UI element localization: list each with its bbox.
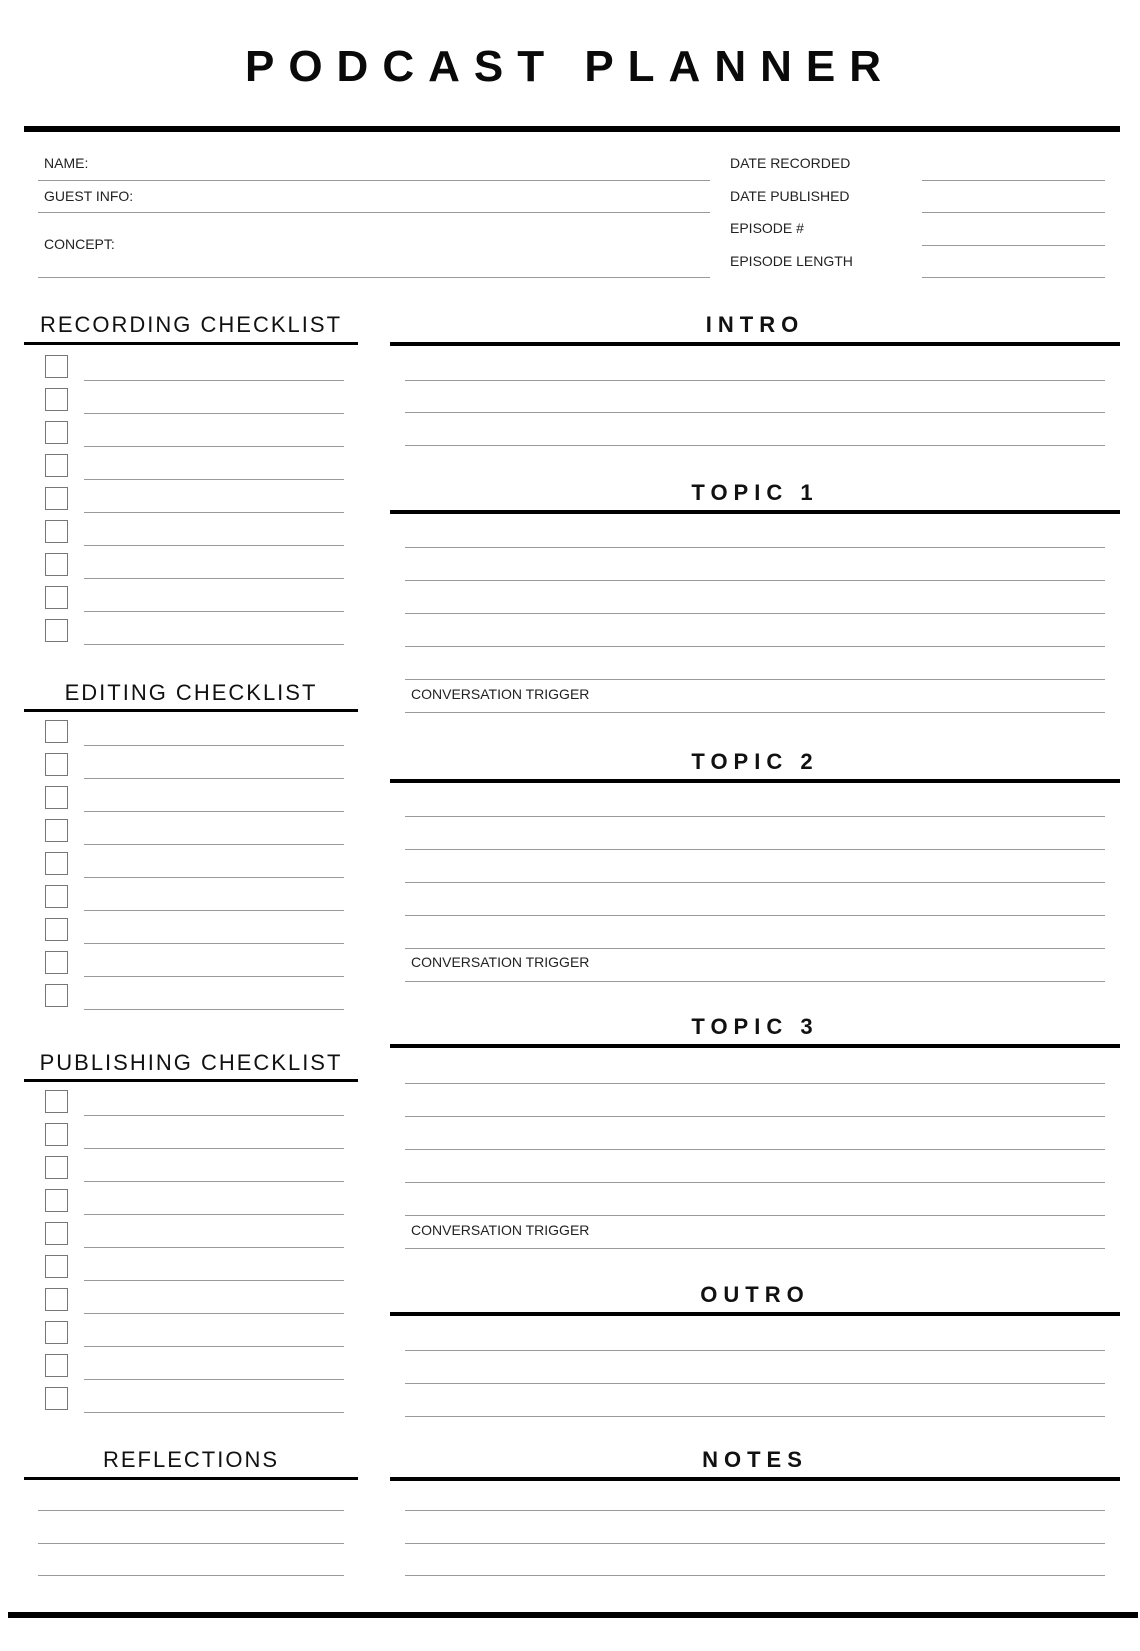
recording-checklist-title: RECORDING CHECKLIST xyxy=(39,312,343,337)
publishing-item-line[interactable] xyxy=(84,1346,344,1347)
writing-line[interactable] xyxy=(405,1350,1105,1351)
date-published-field[interactable] xyxy=(922,212,1105,213)
writing-line[interactable] xyxy=(405,1215,1105,1216)
recording-checkbox[interactable] xyxy=(45,553,68,576)
notes-title: NOTES xyxy=(702,1447,808,1472)
writing-line[interactable] xyxy=(405,547,1105,548)
publishing-checkbox[interactable] xyxy=(45,1123,68,1146)
date-published-label: DATE PUBLISHED xyxy=(730,188,850,204)
writing-line[interactable] xyxy=(405,412,1105,413)
title-divider xyxy=(24,126,1120,132)
recording-item-line[interactable] xyxy=(84,545,344,546)
writing-line[interactable] xyxy=(405,1416,1105,1417)
writing-line[interactable] xyxy=(405,1116,1105,1117)
writing-line[interactable] xyxy=(405,1510,1105,1511)
writing-line[interactable] xyxy=(405,1248,1105,1249)
publishing-checkbox[interactable] xyxy=(45,1288,68,1311)
editing-item-line[interactable] xyxy=(84,910,344,911)
reflections-line[interactable] xyxy=(38,1575,344,1576)
recording-checkbox[interactable] xyxy=(45,388,68,411)
writing-line[interactable] xyxy=(405,1182,1105,1183)
notes-divider xyxy=(390,1477,1120,1481)
editing-checkbox[interactable] xyxy=(45,885,68,908)
writing-line[interactable] xyxy=(405,816,1105,817)
concept-label: CONCEPT: xyxy=(44,236,115,252)
publishing-checkbox[interactable] xyxy=(45,1321,68,1344)
recording-item-line[interactable] xyxy=(84,644,344,645)
page-title: PODCAST PLANNER xyxy=(244,42,896,91)
editing-item-line[interactable] xyxy=(84,1009,344,1010)
concept-field[interactable] xyxy=(38,277,710,278)
topic-2-trigger-label: CONVERSATION TRIGGER xyxy=(411,954,590,970)
recording-checkbox[interactable] xyxy=(45,454,68,477)
recording-checkbox[interactable] xyxy=(45,421,68,444)
recording-item-line[interactable] xyxy=(84,578,344,579)
recording-item-line[interactable] xyxy=(84,446,344,447)
editing-item-line[interactable] xyxy=(84,976,344,977)
publishing-checkbox[interactable] xyxy=(45,1189,68,1212)
outro-title: OUTRO xyxy=(700,1282,810,1307)
writing-line[interactable] xyxy=(405,915,1105,916)
episode-number-field[interactable] xyxy=(922,245,1105,246)
reflections-divider xyxy=(24,1477,358,1480)
publishing-checkbox[interactable] xyxy=(45,1156,68,1179)
reflections-line[interactable] xyxy=(38,1510,344,1511)
episode-number-label: EPISODE # xyxy=(730,220,804,236)
guest-info-field[interactable] xyxy=(38,212,710,213)
editing-checkbox[interactable] xyxy=(45,918,68,941)
recording-item-line[interactable] xyxy=(84,611,344,612)
writing-line[interactable] xyxy=(405,981,1105,982)
publishing-checklist-title: PUBLISHING CHECKLIST xyxy=(39,1050,343,1075)
bottom-divider xyxy=(8,1612,1138,1618)
writing-line[interactable] xyxy=(405,1543,1105,1544)
topic-3-title: TOPIC 3 xyxy=(691,1014,819,1039)
editing-checkbox[interactable] xyxy=(45,984,68,1007)
publishing-item-line[interactable] xyxy=(84,1247,344,1248)
editing-checklist-divider xyxy=(24,709,358,712)
publishing-item-line[interactable] xyxy=(84,1412,344,1413)
recording-item-line[interactable] xyxy=(84,512,344,513)
editing-checkbox[interactable] xyxy=(45,852,68,875)
name-field[interactable] xyxy=(38,180,710,181)
name-label: NAME: xyxy=(44,155,89,171)
recording-item-line[interactable] xyxy=(84,380,344,381)
guest-info-label: GUEST INFO: xyxy=(44,188,134,204)
publishing-checklist-divider xyxy=(24,1079,358,1082)
publishing-checkbox[interactable] xyxy=(45,1354,68,1377)
publishing-item-line[interactable] xyxy=(84,1280,344,1281)
writing-line[interactable] xyxy=(405,445,1105,446)
recording-checklist-divider xyxy=(24,342,358,345)
topic-2-divider xyxy=(390,779,1120,783)
recording-item-line[interactable] xyxy=(84,413,344,414)
publishing-item-line[interactable] xyxy=(84,1313,344,1314)
publishing-item-line[interactable] xyxy=(84,1148,344,1149)
intro-divider xyxy=(390,342,1120,346)
topic-1-trigger-label: CONVERSATION TRIGGER xyxy=(411,686,590,702)
date-recorded-label: DATE RECORDED xyxy=(730,155,851,171)
publishing-checkbox[interactable] xyxy=(45,1222,68,1245)
intro-title: INTRO xyxy=(705,312,805,337)
reflections-title: REFLECTIONS xyxy=(102,1447,280,1472)
publishing-item-line[interactable] xyxy=(84,1115,344,1116)
publishing-item-line[interactable] xyxy=(84,1379,344,1380)
publishing-checkbox[interactable] xyxy=(45,1387,68,1410)
publishing-item-line[interactable] xyxy=(84,1181,344,1182)
recording-checkbox[interactable] xyxy=(45,520,68,543)
recording-checkbox[interactable] xyxy=(45,487,68,510)
writing-line[interactable] xyxy=(405,580,1105,581)
writing-line[interactable] xyxy=(405,1149,1105,1150)
writing-line[interactable] xyxy=(405,849,1105,850)
writing-line[interactable] xyxy=(405,613,1105,614)
editing-item-line[interactable] xyxy=(84,745,344,746)
editing-item-line[interactable] xyxy=(84,811,344,812)
writing-line[interactable] xyxy=(405,1383,1105,1384)
writing-line[interactable] xyxy=(405,1083,1105,1084)
topic-1-title: TOPIC 1 xyxy=(691,480,819,505)
writing-line[interactable] xyxy=(405,679,1105,680)
editing-checkbox[interactable] xyxy=(45,786,68,809)
editing-item-line[interactable] xyxy=(84,877,344,878)
editing-item-line[interactable] xyxy=(84,778,344,779)
writing-line[interactable] xyxy=(405,712,1105,713)
publishing-item-line[interactable] xyxy=(84,1214,344,1215)
editing-item-line[interactable] xyxy=(84,943,344,944)
editing-checkbox[interactable] xyxy=(45,819,68,842)
topic-2-title: TOPIC 2 xyxy=(691,749,819,774)
outro-divider xyxy=(390,1312,1120,1316)
editing-checkbox[interactable] xyxy=(45,720,68,743)
episode-length-field[interactable] xyxy=(922,277,1105,278)
writing-line[interactable] xyxy=(405,882,1105,883)
recording-checkbox[interactable] xyxy=(45,619,68,642)
writing-line[interactable] xyxy=(405,646,1105,647)
topic-1-divider xyxy=(390,510,1120,514)
editing-checkbox[interactable] xyxy=(45,753,68,776)
episode-length-label: EPISODE LENGTH xyxy=(730,253,853,269)
topic-3-trigger-label: CONVERSATION TRIGGER xyxy=(411,1222,590,1238)
topic-3-divider xyxy=(390,1044,1120,1048)
recording-checkbox[interactable] xyxy=(45,586,68,609)
editing-item-line[interactable] xyxy=(84,844,344,845)
editing-checklist-title: EDITING CHECKLIST xyxy=(64,680,318,705)
reflections-line[interactable] xyxy=(38,1543,344,1544)
publishing-checkbox[interactable] xyxy=(45,1090,68,1113)
writing-line[interactable] xyxy=(405,948,1105,949)
date-recorded-field[interactable] xyxy=(922,180,1105,181)
writing-line[interactable] xyxy=(405,380,1105,381)
editing-checkbox[interactable] xyxy=(45,951,68,974)
recording-checkbox[interactable] xyxy=(45,355,68,378)
writing-line[interactable] xyxy=(405,1575,1105,1576)
publishing-checkbox[interactable] xyxy=(45,1255,68,1278)
recording-item-line[interactable] xyxy=(84,479,344,480)
